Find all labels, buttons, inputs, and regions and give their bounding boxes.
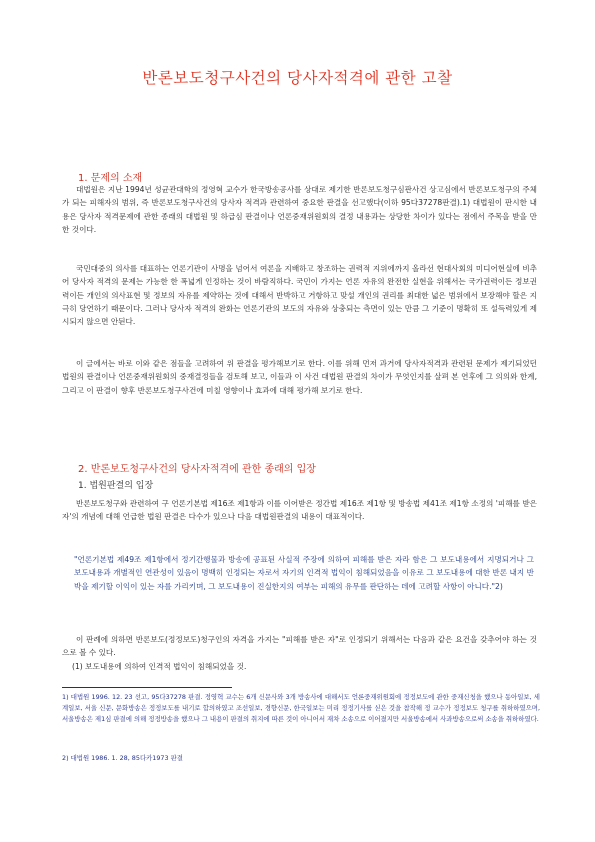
section-2-heading: 2. 반론보도청구사건의 당사자적격에 관한 종래의 입장 [78,464,316,475]
footnote-1-number: 1) [62,693,69,701]
section-1-paragraph-1: 대법원은 지난 1994년 성균관대학의 정영혁 교수가 한국방송공사를 상대로 제기한 반론보도청구심판사건 상고심에서 반론보도청구의 주체가 되는 피해자의 범위, 즉 반론보도청구사건의 당사자 적격과 관련하여 중요한 판결을 선고했다(이하 95다37278판결).1) 대법원이 판시한 내용은 당사자 적격문제에 관한 종래의 대법원 및 하급심 판결이나 언론중재위원회의 결정 내용과는 상당한 차이가 있다는 점에서 주목을 받을 만한 것이다. [62,185,537,234]
footnote-1 [62,692,540,725]
requirement-item-1: (1) 보도내용에 의하여 인격적 법익이 침해되었을 것. [72,662,247,671]
footnote-2-number: 2) [62,754,69,762]
section-2-intro-paragraph: 반론보도청구와 관련하여 구 언론기본법 제16조 제1항과 이를 이어받은 정간법 제16조 제1항 및 방송법 제41조 제1항 소정의 '피해를 받은 자'의 개념에 대해 언급한 법원 판결은 다수가 있으나 다음 대법원판결의 내용이 대표적이다. [62,499,537,522]
footnote-2 [62,753,540,764]
footnote-divider [62,687,232,688]
section-1-paragraph-2: 국민대중의 의사를 대표하는 언론기관이 사명을 넘어서 여론을 지배하고 창조하는 권력적 지위에까지 올라선 현대사회의 미디어현실에 비추어 당사자 적격의 문제는 가능한 한 폭넓게 인정하는 것이 바람직하다. 국민이 가지는 언론 자유의 완전한 실현을 위해서는 국가권력이든 정보권력이든 개인의 의사표현 및 정보의 자유를 제약하는 것에 대해서 반박하고 거항하고 맞설 개인의 권리를 최대한 넓은 범위에서 보장해야 할은 지극히 당연하기 때문이다. 그러나 당사자 적격의 완화는 언론기관의 보도의 자유와 상충되는 측면이 있는 만큼 그 기준이 명확히 또 설득력있게 제시되지 않으면 안된다. [62,264,537,327]
document-title: 반론보도청구사건의 당사자적격에 관한 고찰 [142,69,453,87]
court-ruling-quote: "언론기본법 제49조 제1항에서 정기간행물과 방송에 공표된 사실적 주장에 의하여 피해를 받은 자라 함은 그 보도내용에서 지명되거나 그 보도내용과 개별적인 연관성이 있음이 명백히 인정되는 자로서 자기의 인격적 법익이 침해되었음을 이유로 그 보도내용에 대한 반론 내지 반박을 제기할 이익이 있는 자를 가리키며, 그 보도내용이 진실한지의 여부는 피해의 유무를 판단하는 데에 고려할 사항이 아니다."2) [74,555,534,591]
section-1-heading: 1. 문제의 소재 [78,173,143,184]
section-2-paragraph-after-quote: 이 판례에 의하면 반론보도(정정보도)청구인의 자격을 가지는 "피해를 받은 자"로 인정되기 위해서는 다음과 같은 요건을 갖추어야 하는 것으로 볼 수 있다. [62,635,537,658]
footnote-1-text: 대법원 1996. 12. 23 선고, 95다37278 판결. 정영혁 교수는 6개 신문사와 3개 방송사에 대해서도 언론중재위원회에 정정보도에 관한 중재신청을 했으나 동아일보, 세계일보, 서울 신문, 문화방송은 정정보도를 내기로 합의하였고 조선일보, 경향신문, 한국일보는 미리 정정기사를 싣은 것을 참작해 정 교수가 정정보도 청구를 취하하였으며, 서울방송은 제1심 판결에 의해 정정방송을 했으나 그 내용이 판결의 취지에 따른 것이 아니어서 재차 소송으로 이어졌지만 서울방송에서 사과방송으로써 소송을 취하하였다. [62,693,540,723]
footnote-2-text: 대법원 1986. 1. 28, 85다카1973 판결 [70,754,183,762]
section-1-paragraph-3: 이 글에서는 바로 이와 같은 점들을 고려하여 위 판결을 평가해보기로 한다. 이를 위해 먼저 과거에 당사자적격과 관련된 문제가 제기되었던 법원의 판결이나 언론중재위원회의 중재결정들을 검토해 보고, 이들과 이 사건 대법원 판결의 차이가 무엇인지를 살펴 본 연후에 그 의의와 한계, 그리고 이 판결이 향후 반론보도청구사건에 미칠 영향이나 효과에 대해 평가해 보기로 한다. [62,359,537,395]
subsection-heading: 1. 법원판결의 입장 [78,481,154,491]
